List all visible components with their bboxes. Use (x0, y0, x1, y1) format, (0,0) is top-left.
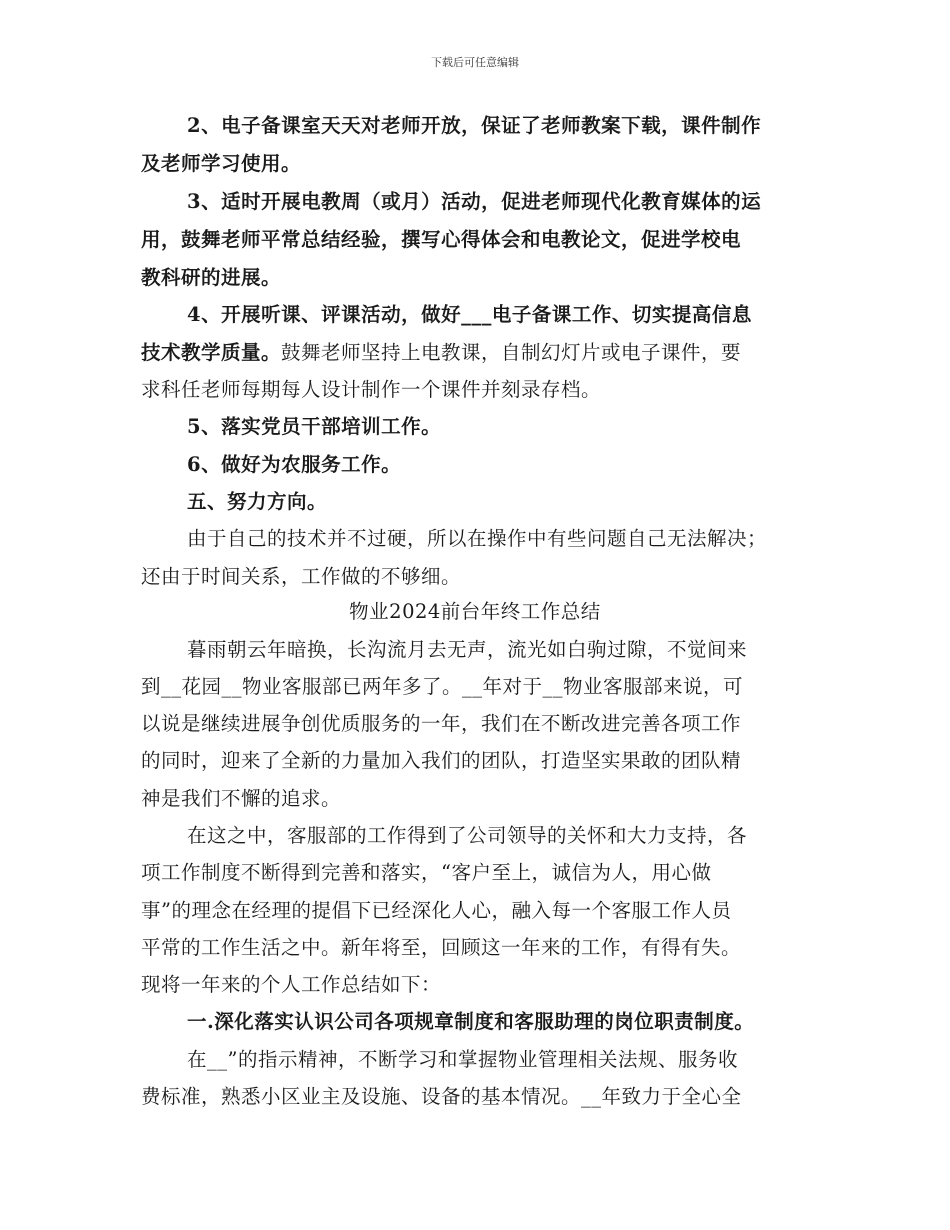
paragraph-line: 事”的理念在经理的提倡下已经深化人心，融入每一个客服工作人员 (141, 899, 732, 922)
paragraph-line: 3、适时开展电教周（或月）活动，促进老师现代化教育媒体的运 (187, 190, 762, 213)
paragraph-line: 用，鼓舞老师平常总结经验，撰写心得体会和电教论文，促进学校电 (141, 228, 742, 251)
section-heading: 一.深化落实认识公司各项规章制度和客服助理的岗位职责制度。 (187, 1010, 755, 1033)
bold-phrase: 技术教学质量。 (141, 341, 282, 364)
paragraph-line: 还由于时间关系，工作做的不够细。 (141, 565, 462, 588)
header-note: 下载后可任意编辑 (431, 56, 519, 69)
paragraph-line: 费标准，熟悉小区业主及设施、设备的基本情况。__年致力于全心全 (141, 1085, 742, 1108)
paragraph-line: 的同时，迎来了全新的力量加入我们的团队，打造坚实果敢的团队精 (141, 749, 742, 772)
paragraph-line: 现将一年来的个人工作总结如下： (141, 973, 442, 996)
paragraph-line: 以说是继续进展争创优质服务的一年，我们在不断改进完善各项工作 (141, 712, 742, 735)
paragraph-line (141, 341, 741, 365)
paragraph-line: 在__”的指示精神，不断学习和掌握物业管理相关法规、服务收 (187, 1048, 738, 1071)
paragraph-line: 求科任老师每期每人设计制作一个课件并刻录存档。 (141, 378, 602, 401)
paragraph-line: 由于自己的技术并不过硬，所以在操作中有些问题自己无法解决； (187, 527, 768, 550)
paragraph-line: 及老师学习使用。 (141, 152, 302, 175)
paragraph-line: 平常的工作生活之中。新年将至，回顾这一年来的工作，有得有失。 (141, 936, 742, 959)
paragraph-line: 4、开展听课、评课活动，做好___电子备课工作、切实提高信息 (187, 303, 752, 326)
paragraph-line: 2、电子备课室天天对老师开放，保证了老师教案下载，课件制作 (187, 114, 762, 137)
paragraph-line: 项工作制度不断得到完善和落实，“客户至上，诚信为人，用心做 (141, 861, 712, 884)
paragraph-line: 在这之中，客服部的工作得到了公司领导的关怀和大力支持，各 (187, 824, 748, 847)
paragraph-line: 神是我们不懈的追求。 (141, 787, 342, 810)
paragraph-line: 暮雨朝云年暗换，长沟流月去无声，流光如白驹过隙，不觉间来 (187, 638, 748, 661)
paragraph-line: 6、做好为农服务工作。 (187, 453, 402, 476)
normal-phrase: 鼓舞老师坚持上电教课，自制幻灯片或电子课件，要 (281, 341, 742, 364)
paragraph-line: 到__花园__物业客服部已两年多了。__年对于__物业客服部来说，可 (141, 675, 744, 698)
document-title: 物业2024前台年终工作总结 (349, 600, 601, 623)
section-heading: 五、努力方向。 (187, 490, 328, 513)
paragraph-line: 教科研的进展。 (141, 266, 282, 289)
paragraph-line: 5、落实党员干部培训工作。 (187, 415, 442, 438)
